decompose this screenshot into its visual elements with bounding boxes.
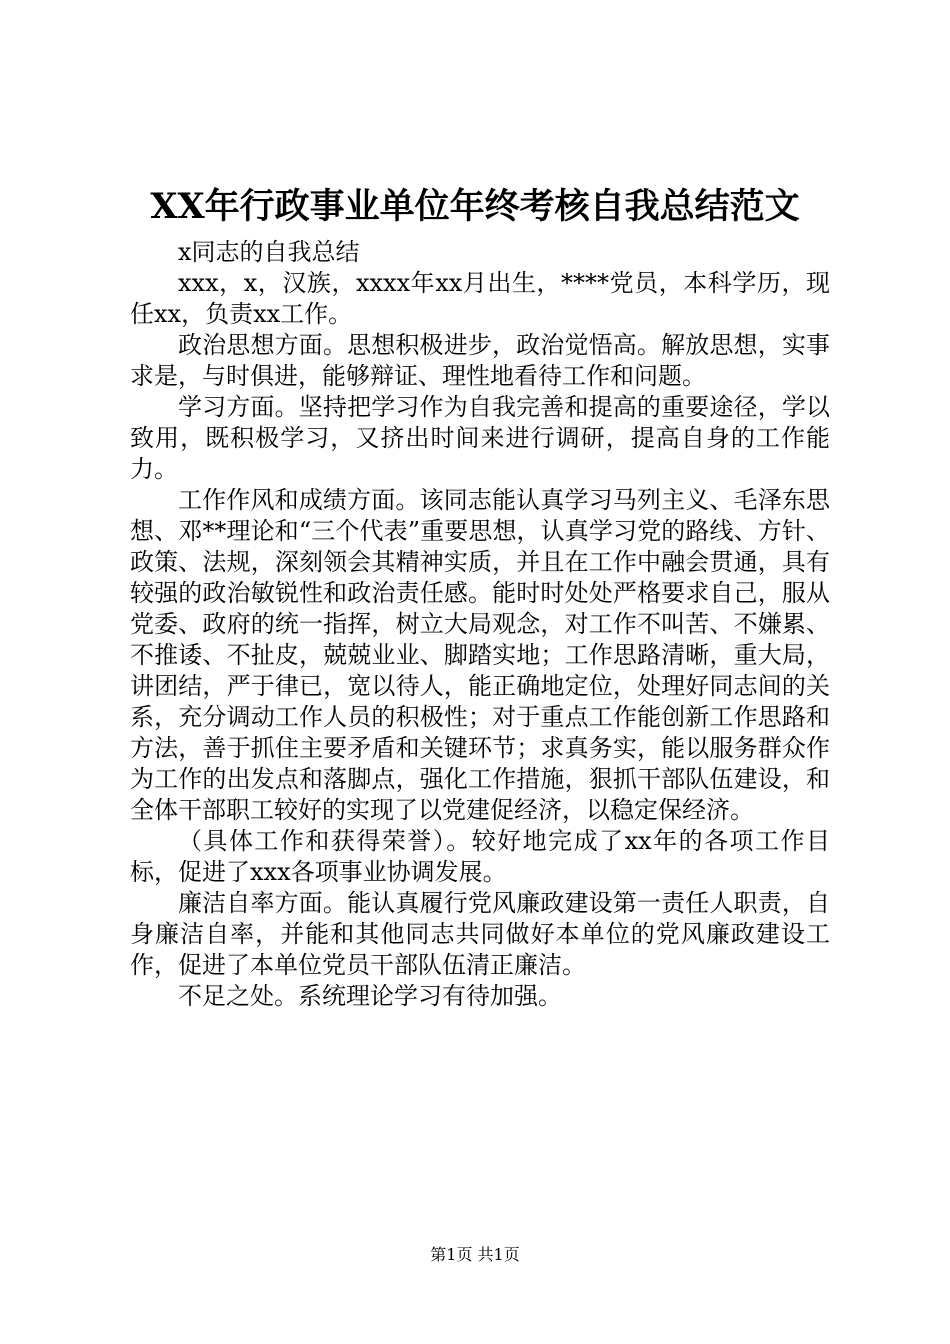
paragraph-integrity: 廉洁自率方面。能认真履行党风廉政建设第一责任人职责，自身廉洁自率，并能和其他同志共同做好本单位的党风廉政建设工作，促进了本单位党员干部队伍清正廉洁。	[130, 889, 830, 979]
page-footer: 第1页 共1页	[430, 1245, 520, 1264]
paragraph-achievements: （具体工作和获得荣誉）。较好地完成了xx年的各项工作目标，促进了xxx各项事业协调发展。	[130, 827, 830, 886]
paragraph-work-style: 工作作风和成绩方面。该同志能认真学习马列主义、毛泽东思想、邓**理论和“三个代表”重要思想，认真学习党的路线、方针、政策、法规，深刻领会其精神实质，并且在工作中融会贯通，具有较强的政治敏锐性和政治责任感。能时时处处严格要求自己，服从党委、政府的统一指挥，树立大局观念，对工作不叫苦、不嫌累、不推诿、不扯皮，兢兢业业、脚踏实地；工作思路清晰，重大局，讲团结，严于律已，宽以待人，能正确地定位，处理好同志间的关系，充分调动工作人员的积极性；对于重点工作能创新工作思路和方法，善于抓住主要矛盾和关键环节；求真务实，能以服务群众作为工作的出发点和落脚点，强化工作措施，狠抓干部队伍建设，和全体干部职工较好的实现了以党建促经济，以稳定保经济。	[130, 486, 830, 824]
paragraph-shortcomings: 不足之处。系统理论学习有待加强。	[178, 982, 562, 1010]
paragraph-political: 政治思想方面。思想积极进步，政治觉悟高。解放思想，实事求是，与时俱进，能够辩证、理性地看待工作和问题。	[130, 331, 830, 390]
paragraph-personal-info: xxx，x，汉族，xxxx年xx月出生，****党员，本科学历，现任xx，负责xx工作。	[130, 269, 830, 328]
document-title: XX年行政事业单位年终考核自我总结范文	[150, 186, 800, 227]
document-body	[130, 237, 830, 1012]
paragraph-study: 学习方面。坚持把学习作为自我完善和提高的重要途径，学以致用，既积极学习，又挤出时间来进行调研，提高自身的工作能力。	[130, 393, 830, 483]
paragraph-subtitle: x同志的自我总结	[178, 238, 360, 266]
